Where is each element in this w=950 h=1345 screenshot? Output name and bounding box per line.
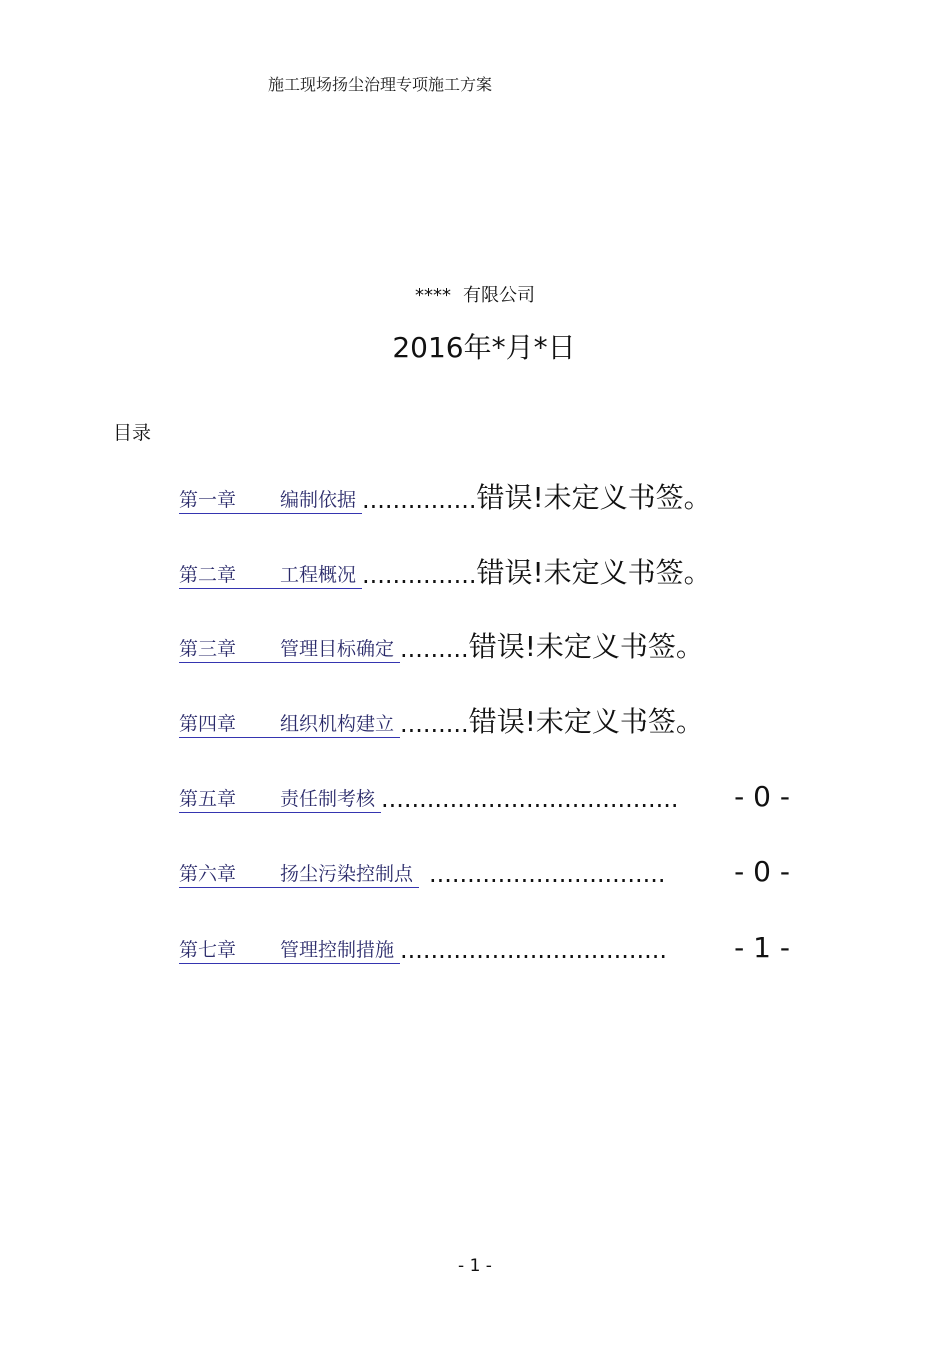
toc-leader-dots: .........: [400, 635, 469, 663]
toc-leader-dots: .......................................: [381, 785, 679, 813]
toc-page-number: - 0 -: [734, 780, 790, 813]
toc-reference-error: 错误!未定义书签。: [468, 630, 704, 663]
toc-entry[interactable]: [179, 698, 790, 738]
company-name-line: [0, 281, 950, 307]
toc-leader-dots: ...............: [362, 486, 477, 514]
footer-page-number: - 1 -: [458, 1256, 492, 1276]
toc-reference-error: 错误!未定义书签。: [476, 481, 712, 514]
company-name: 有限公司: [463, 285, 535, 306]
toc-chapter-number: 第一章: [179, 489, 237, 511]
company-stars: ****: [415, 285, 451, 306]
toc-entry[interactable]: [179, 474, 790, 514]
toc-page-number: - 1 -: [734, 931, 790, 964]
toc-leader-dots: .........: [400, 710, 469, 738]
toc-entry[interactable]: [179, 549, 790, 589]
toc-chapter-title: 管理控制措施: [280, 939, 395, 961]
toc-chapter-title: 扬尘污染控制点: [280, 863, 414, 885]
toc-link[interactable]: [179, 938, 400, 964]
toc-reference-error: 错误!未定义书签。: [476, 556, 712, 589]
toc-chapter-number: 第六章: [179, 863, 237, 885]
toc-link[interactable]: [179, 563, 362, 589]
toc-chapter-title: 管理目标确定: [280, 638, 395, 660]
toc-link[interactable]: [179, 862, 419, 888]
toc-entry[interactable]: [179, 623, 790, 663]
toc-entry[interactable]: [179, 773, 790, 813]
toc-chapter-title: 工程概况: [280, 564, 357, 586]
toc-leader-dots: ...............: [362, 561, 477, 589]
toc-chapter-number: 第四章: [179, 713, 237, 735]
toc-chapter-number: 第五章: [179, 788, 237, 810]
toc-chapter-number: 第三章: [179, 638, 237, 660]
toc-chapter-title: 组织机构建立: [280, 713, 395, 735]
toc-leader-dots: ...................................: [400, 936, 668, 964]
toc-chapter-title: 编制依据: [280, 489, 357, 511]
toc-page-number: - 0 -: [734, 855, 790, 888]
toc-link[interactable]: [179, 712, 400, 738]
toc-reference-error: 错误!未定义书签。: [468, 705, 704, 738]
toc-chapter-number: 第二章: [179, 564, 237, 586]
toc-leader-dots: ...............................: [429, 860, 666, 888]
toc-link[interactable]: [179, 637, 400, 663]
toc-chapter-title: 责任制考核: [280, 788, 376, 810]
toc-entry[interactable]: [179, 848, 790, 888]
document-date: 2016年*月*日: [392, 331, 576, 364]
running-header: 施工现场扬尘治理专项施工方案: [268, 75, 493, 94]
toc-entry[interactable]: [179, 924, 790, 964]
toc-link[interactable]: [179, 787, 381, 813]
toc-heading: 目录: [113, 422, 152, 444]
toc-chapter-number: 第七章: [179, 939, 237, 961]
toc-link[interactable]: [179, 488, 362, 514]
